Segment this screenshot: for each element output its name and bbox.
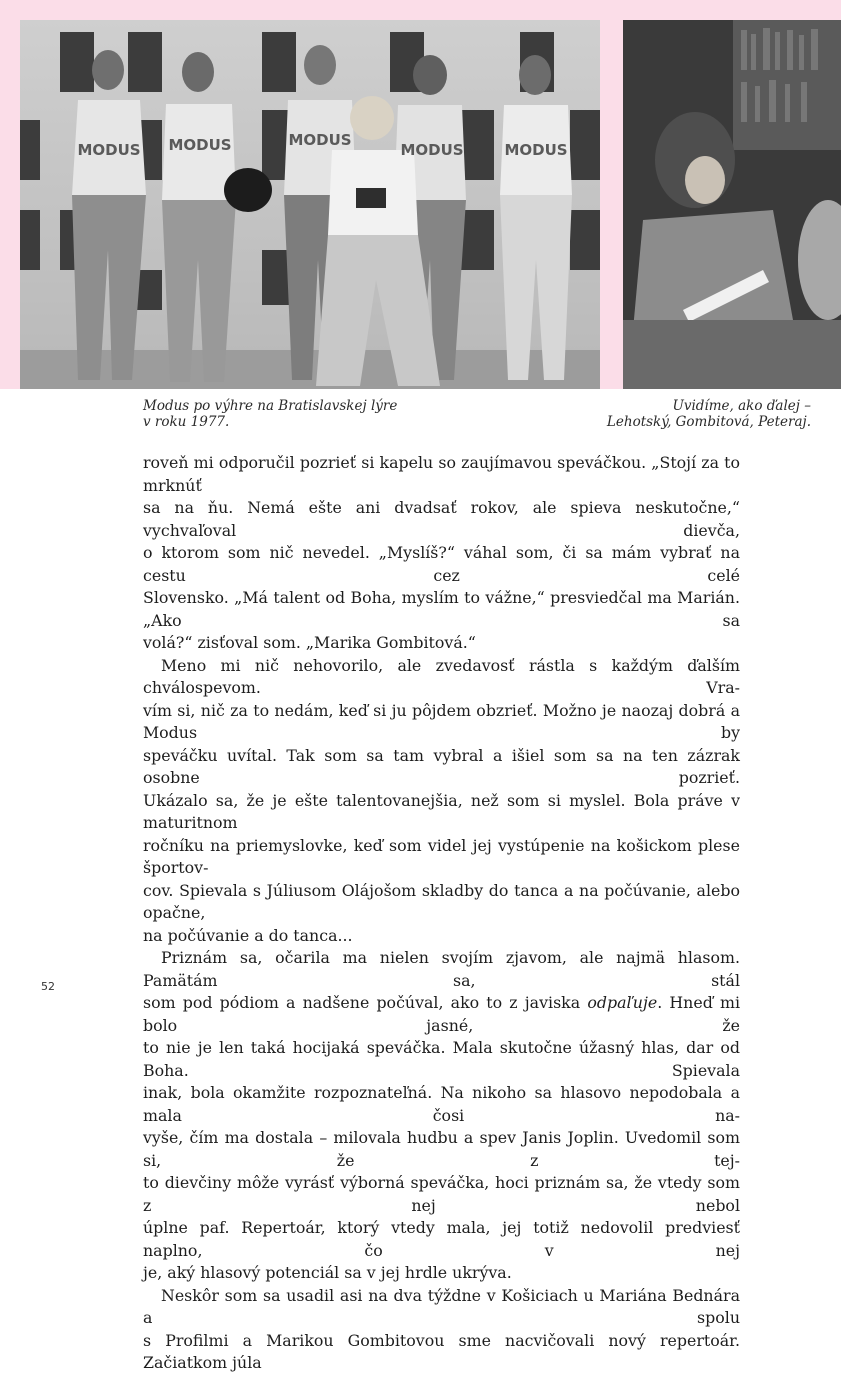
caption-line: Modus po výhre na Bratislavskej lýre (143, 398, 398, 414)
shirt-label: MODUS (504, 141, 568, 159)
photo-caption-left (143, 398, 483, 430)
shirt-label: MODUS (288, 131, 352, 149)
shirt-label: MODUS (400, 141, 464, 159)
shirt-label: MODUS (168, 136, 232, 154)
article-body (143, 452, 740, 1375)
text-line: to nie je len taká hocijaká speváčka. Mala skutočne úžasný hlas, dar od Boha. Spievala (143, 1038, 740, 1080)
text-line: na počúvanie a do tanca... (143, 925, 353, 945)
paragraph (143, 1285, 740, 1375)
text-line: sa na ňu. Nemá ešte ani dvadsať rokov, ale spieva neskutočne,“ vychvaľoval dievča, (143, 498, 740, 540)
text-line: o ktorom som nič nevedel. „Myslíš?“ váhal som, či sa mám vybrať na cestu cez celé (143, 543, 740, 585)
text-line: inak, bola okamžite rozpoznateľná. Na nikoho sa hlasovo nepodobala a mala čosi na- (143, 1083, 740, 1125)
photo-caption-right (571, 398, 811, 430)
caption-line: Lehotský, Gombitová, Peteraj. (606, 414, 811, 430)
text-line: Priznám sa, očarila ma nielen svojím zjavom, ale najmä hlasom. Pamätám sa, stál (143, 948, 740, 990)
text-line: volá?“ zisťoval som. „Marika Gombitová.“ (143, 633, 476, 652)
text-line: Ukázalo sa, že je ešte talentovanejšia, než som si myslel. Bola práve v maturitnom (143, 790, 740, 832)
text-line: vyše, čím ma dostala – milovala hudbu a spev Janis Joplin. Uvedomil som si, že z tej- (143, 1128, 740, 1170)
text-line: speváčku uvítal. Tak som sa tam vybral a išiel som sa na ten zázrak osobne pozrieť. (143, 745, 740, 787)
band-photo (20, 20, 600, 389)
caption-line: v roku 1977. (143, 414, 230, 430)
paragraph (143, 452, 740, 655)
text-line: som pod pódiom a nadšene počúval, ako to z javiska odpaľuje. Hneď mi bolo jasné, že (143, 993, 740, 1035)
text-line: roveň mi odporučil pozrieť si kapelu so zaujímavou speváčkou. „Stojí za to mrknúť (143, 453, 740, 495)
shirt-label: MODUS (77, 141, 141, 159)
caption-line: Uvidíme, ako ďalej – (672, 398, 811, 414)
text-line: to dievčiny môže vyrásť výborná speváčka, hoci priznám sa, že vtedy som z nej nebol (143, 1173, 740, 1215)
studio-photo (623, 20, 841, 389)
page-number: 52 (41, 980, 55, 993)
text-line: Meno mi nič nehovorilo, ale zvedavosť rástla s každým ďalším chválospevom. Vra- (143, 655, 740, 697)
emphasis: odpaľuje (587, 993, 658, 1012)
text-line: cov. Spievala s Júliusom Olájošom skladby do tanca a na počúvanie, alebo opačne, (143, 880, 740, 922)
text-line: Slovensko. „Má talent od Boha, myslím to vážne,“ presviedčal ma Marián. „Ako sa (143, 588, 740, 630)
text-line: úplne paf. Repertoár, ktorý vtedy mala, jej totiž nedovolil predviesť naplno, čo v nej (143, 1218, 740, 1260)
text-line: s Profilmi a Marikou Gombitovou sme nacvičovali nový repertoár. Začiatkom júla (143, 1330, 740, 1372)
text-line: je, aký hlasový potenciál sa v jej hrdle ukrýva. (143, 1263, 512, 1282)
text-line: vím si, nič za to nedám, keď si ju pôjdem obzrieť. Možno je naozaj dobrá a Modus by (143, 700, 740, 742)
paragraph (143, 655, 740, 948)
text-line: Neskôr som sa usadil asi na dva týždne v Košiciach u Mariána Bednára a spolu (143, 1285, 740, 1327)
text-line: ročníku na priemyslovke, keď som videl jej vystúpenie na košickom plese športov- (143, 835, 740, 877)
paragraph (143, 947, 740, 1285)
